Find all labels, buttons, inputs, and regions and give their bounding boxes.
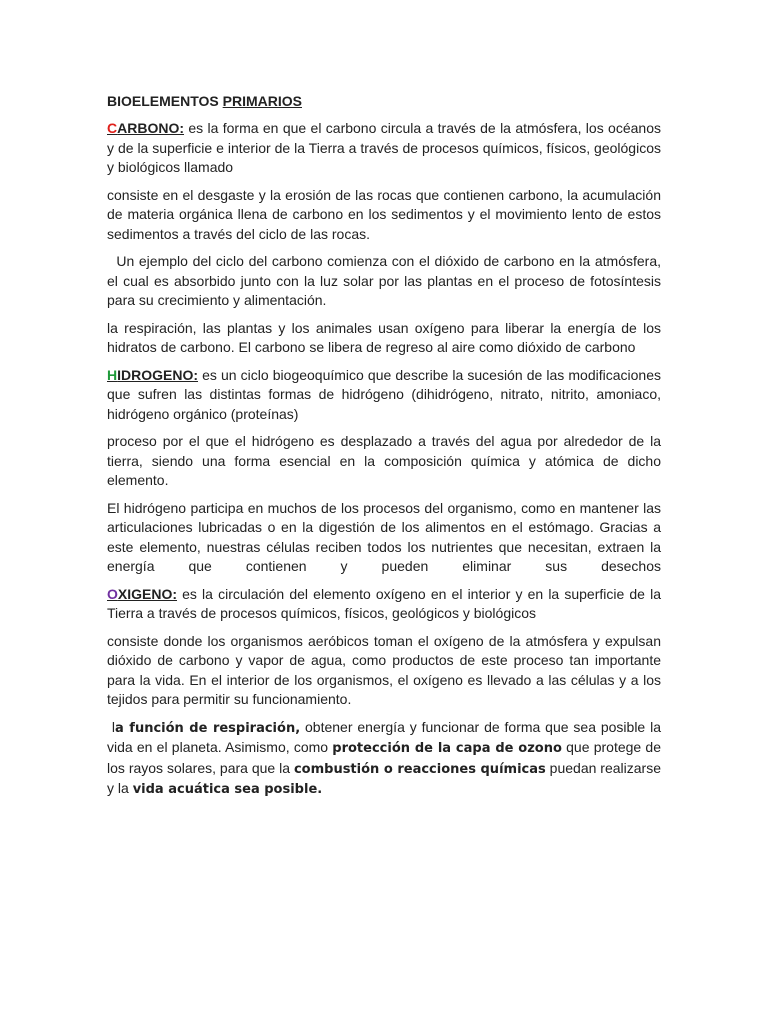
hidrogeno-intro-text: es un ciclo biogeoquímico que describe la sucesión de las modificaciones que sufren las distintas formas de hidrógeno (dihidrógeno, nitrato, nitrito, amoniaco, hidrógeno orgánico (proteínas) xyxy=(107,366,661,422)
oxigeno-p3-text-3: que protege de los rayos solares, para que la xyxy=(107,739,665,776)
oxigeno-p3-bold-1: a función de respiración, xyxy=(115,720,301,736)
hidrogeno-intro-paragraph xyxy=(107,366,661,425)
hidrogeno-heading xyxy=(107,367,198,383)
title-underlined: PRIMARIOS xyxy=(222,93,302,109)
oxigeno-p3-text-2: obtener energía y funcionar de forma que sea posible la vida en el planeta. Asimismo, como xyxy=(107,718,665,755)
oxigeno-p3-text-4: puedan realizarse y la xyxy=(107,759,665,796)
oxigeno-p3-bold-2: protección de la capa de ozono xyxy=(332,741,562,756)
oxigeno-intro-paragraph xyxy=(107,585,661,624)
document-title xyxy=(107,91,661,111)
hidrogeno-paragraph-3: El hidrógeno participa en muchos de los procesos del organismo, como en mantener las articulaciones lubricadas o en la digestión de los alimentos en el estómago. Gracias a este elemento, nuestras células reciben todos los nutrientes que necesitan, extraen la energía que contienen y pueden eliminar sus desechos xyxy=(107,499,661,574)
oxigeno-initial: O xyxy=(107,585,118,602)
hidrogeno-paragraph-2: proceso por el que el hidrógeno es desplazado a través del agua por alrededor de la tierra, siendo una forma esencial en la composición química y atómica de dicho elemento. xyxy=(107,433,661,488)
hidrogeno-initial: H xyxy=(107,366,118,383)
carbono-heading-rest: ARBONO: xyxy=(117,120,185,136)
oxigeno-paragraph-2: consiste donde los organismos aeróbicos toman el oxígeno de la atmósfera y expulsan dióxido de carbono y vapor de agua, como productos de este proceso tan importante para la vida. En el interior de los organismos, el oxígeno es llevado a las células y a los tejidos para permitir su funcionamiento. xyxy=(107,632,661,707)
oxigeno-p3-bold-4: vida acuática sea posible. xyxy=(132,782,323,797)
oxigeno-heading-rest: XIGENO: xyxy=(117,585,178,602)
carbono-paragraph-2: consiste en el desgaste y la erosión de las rocas que contienen carbono, la acumulación de materia orgánica llena de carbono en los sedimentos y el movimiento lento de estos sedimentos a través del ciclo de las rocas. xyxy=(107,186,661,242)
oxigeno-p3-bold-3: combustión o reacciones químicas xyxy=(293,761,546,777)
hidrogeno-heading-rest: IDROGENO: xyxy=(117,366,199,383)
carbono-paragraph-4: la respiración, las plantas y los animales usan oxígeno para liberar la energía de los hidratos de carbono. El carbono se libera de regreso al aire como dióxido de carbono xyxy=(107,319,661,355)
oxigeno-p3-text-1: l xyxy=(107,718,115,735)
oxigeno-heading xyxy=(107,586,177,602)
carbono-intro-text: es la forma en que el carbono circula a través de la atmósfera, los océanos y de la superficie e interior de la Tierra a través de procesos químicos, físicos, geológicos y biológicos llamado xyxy=(107,120,661,175)
oxigeno-paragraph-3 xyxy=(107,718,665,800)
carbono-heading xyxy=(107,120,184,136)
carbono-paragraph-3: Un ejemplo del ciclo del carbono comienza con el dióxido de carbono en la atmósfera, el cual es absorbido junto con la luz solar por las plantas en el proceso de fotosíntesis para su crecimiento y alimentación. xyxy=(107,253,665,308)
oxigeno-intro-text: es la circulación del elemento oxígeno en el interior y en la superficie de la Tierra a través de procesos químicos, físicos, geológicos y biológicos xyxy=(107,585,661,621)
carbono-initial: C xyxy=(107,120,118,136)
title-prefix: BIOELEMENTOS xyxy=(107,93,223,109)
carbono-intro-paragraph xyxy=(107,119,661,178)
